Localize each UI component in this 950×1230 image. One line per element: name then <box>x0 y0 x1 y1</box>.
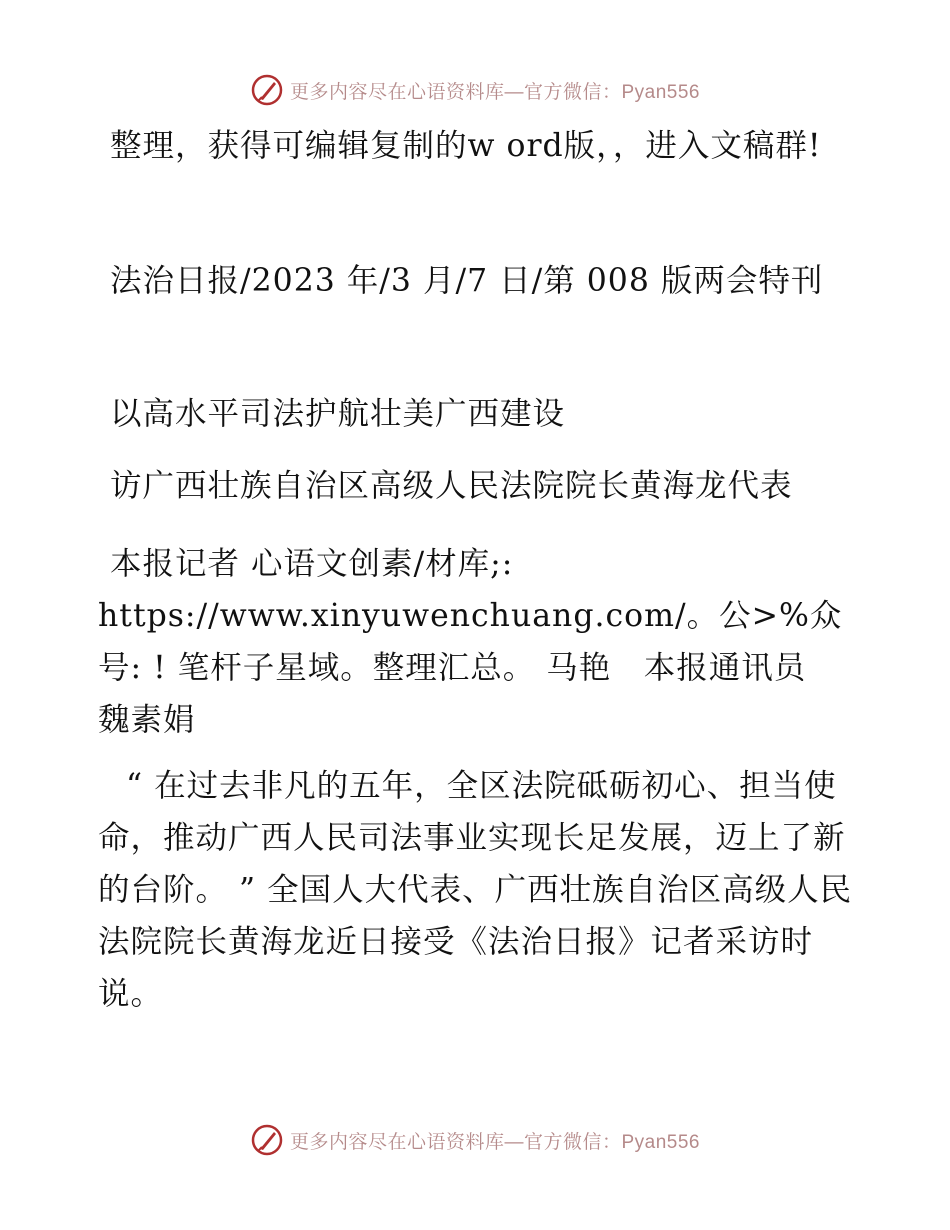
quill-pen-logo-icon <box>250 1123 284 1157</box>
byline <box>98 538 858 746</box>
watermark-text: 更多内容尽在心语资料库—官方微信：Pyan556 <box>289 81 700 103</box>
source-text: 法治日报/2023 年/3 月/7 日/第 008 版两会特刊 <box>110 263 824 299</box>
header-watermark <box>0 70 950 110</box>
intro-text: 整理，获得可编辑复制的w ord版，，进入文稿群! <box>110 128 822 164</box>
source-line <box>98 255 858 307</box>
byline-text: 本报记者 心语文创素/材库;: https://www.xinyuwenchuang.com/。公>%众号: ! 笔杆子星域。整理汇总。 马艳 本报通讯员 魏素娟 <box>98 546 843 738</box>
subheadline <box>98 460 858 512</box>
paragraph-text: “ 在过去非凡的五年，全区法院砥砺初心、担当使命，推动广西人民司法事业实现长足发展，迈上了新的台阶。 ” 全国人大代表、广西壮族自治区高级人民法院院长黄海龙近日接受《法治日报》记者采访时说。 <box>98 768 853 1012</box>
quill-pen-logo-icon <box>250 73 284 107</box>
article-paragraph <box>98 760 858 1020</box>
footer-watermark <box>0 1120 950 1160</box>
intro-paragraph <box>98 120 858 172</box>
headline <box>98 388 858 440</box>
subheadline-text: 访广西壮族自治区高级人民法院院长黄海龙代表 <box>110 468 793 504</box>
watermark-text: 更多内容尽在心语资料库—官方微信：Pyan556 <box>289 1131 700 1153</box>
headline-text: 以高水平司法护航壮美广西建设 <box>110 396 566 432</box>
